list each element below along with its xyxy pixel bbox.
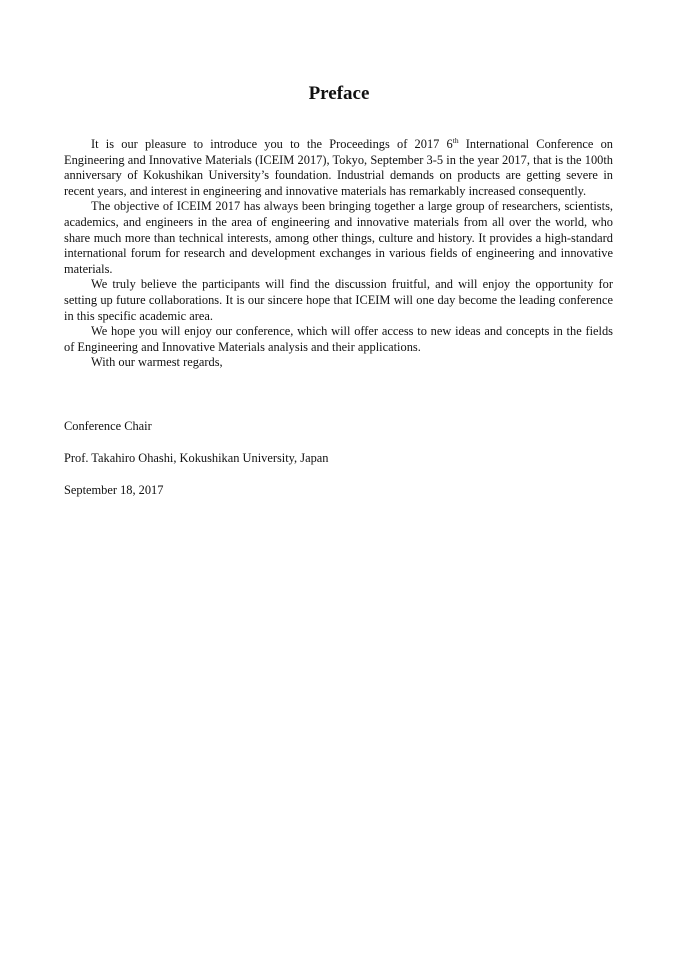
closing-line: With our warmest regards, bbox=[91, 355, 223, 370]
signature-date: September 18, 2017 bbox=[64, 483, 164, 497]
signature-role: Conference Chair bbox=[64, 419, 152, 433]
page-title: Preface bbox=[308, 83, 370, 104]
ordinal-superscript: th bbox=[452, 136, 459, 145]
paragraph-3: We truly believe the participants will find the discussion fruitful, and will enjoy the opportunity for setting up future collaborations. It is our sincere hope that ICEIM will one day become the leading conference in this specific academic area. bbox=[64, 277, 613, 323]
paragraph-2: The objective of ICEIM 2017 has always been bringing together a large group of researchers, scientists, academics, and engineers in the area of engineering and innovative materials from all over the world, who share much more than technical interests, among other things, culture and history. It provides a high-standard international forum for research and development exchanges in various fields of engineering and innovative materials. bbox=[64, 199, 613, 276]
paragraph-1-text-start: It is our pleasure to introduce you to the Proceedings of 2017 6 bbox=[91, 137, 453, 151]
paragraph-1-text-end: International Conference on Engineering and Innovative Materials (ICEIM 2017), Tokyo, September 3-5 in the year 2017, that is the 100th anniversary of Kokushikan University’s foundation. Industrial demands on products are getting severe in recent years, and interest in engineering and innovative materials has remarkably increased consequently. bbox=[64, 137, 614, 198]
paragraph-4: We hope you will enjoy our conference, which will offer access to new ideas and concepts in the fields of Engineering and Innovative Materials analysis and their applications. bbox=[64, 324, 613, 354]
paragraph-1 bbox=[64, 137, 613, 199]
signature-name: Prof. Takahiro Ohashi, Kokushikan University, Japan bbox=[64, 451, 329, 465]
preface-body bbox=[64, 137, 613, 371]
